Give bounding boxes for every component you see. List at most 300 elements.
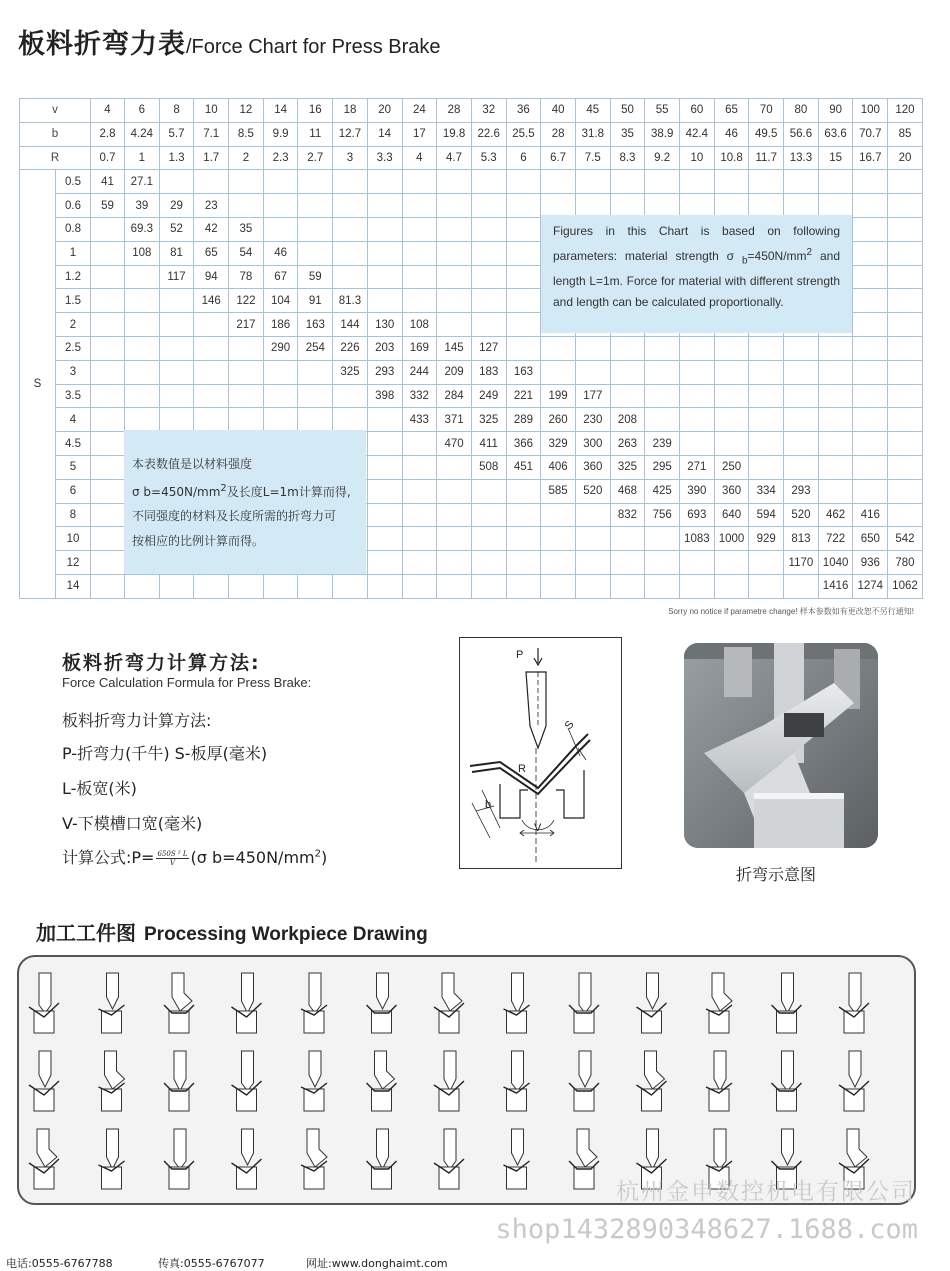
force-cell: 81.3 [333, 289, 368, 313]
force-cell: 398 [367, 384, 402, 408]
force-cell [125, 360, 160, 384]
force-cell: 451 [506, 455, 541, 479]
force-cell: 117 [159, 265, 194, 289]
force-cell [784, 432, 819, 456]
force-cell [888, 432, 923, 456]
force-cell [610, 551, 645, 575]
v-row-cell: 40 [541, 99, 576, 123]
force-cell: 411 [471, 432, 506, 456]
b-row-cell: 35 [610, 122, 645, 146]
v-row-cell: 90 [818, 99, 853, 123]
force-cell [645, 336, 680, 360]
v-row-cell: 60 [680, 99, 715, 123]
force-cell [853, 479, 888, 503]
force-cell [575, 336, 610, 360]
force-cell [367, 455, 402, 479]
force-cell: 65 [194, 241, 229, 265]
force-cell: 203 [367, 336, 402, 360]
force-cell [888, 217, 923, 241]
force-cell: 169 [402, 336, 437, 360]
workpiece-pictogram [164, 1051, 194, 1111]
force-cell [437, 313, 472, 337]
force-cell [610, 574, 645, 598]
force-cell [749, 336, 784, 360]
force-cell [680, 384, 715, 408]
force-cell [125, 289, 160, 313]
punch-outline [526, 672, 546, 748]
force-cell [333, 217, 368, 241]
force-cell [818, 479, 853, 503]
thickness-cell: 0.8 [56, 217, 91, 241]
force-cell [784, 336, 819, 360]
force-cell: 244 [402, 360, 437, 384]
force-cell [645, 408, 680, 432]
force-cell: 334 [749, 479, 784, 503]
force-cell [610, 360, 645, 384]
force-cell [471, 313, 506, 337]
page-title-en: /Force Chart for Press Brake [186, 36, 441, 58]
force-cell [159, 170, 194, 194]
workpiece-pictogram [301, 973, 327, 1033]
force-cell [784, 170, 819, 194]
force-cell: 468 [610, 479, 645, 503]
force-cell: 59 [91, 194, 125, 218]
v-row-cell: 16 [298, 99, 333, 123]
force-cell [437, 574, 472, 598]
force-cell [680, 551, 715, 575]
r-row-cell: 4.7 [437, 146, 472, 170]
force-cell [402, 503, 437, 527]
force-cell [159, 289, 194, 313]
force-cell [610, 194, 645, 218]
r-row-cell: 20 [888, 146, 923, 170]
force-cell: 1040 [818, 551, 853, 575]
force-cell [610, 170, 645, 194]
force-cell: 177 [575, 384, 610, 408]
b-row-cell: 28 [541, 122, 576, 146]
force-cell [91, 455, 125, 479]
force-cell [229, 408, 264, 432]
force-cell [125, 265, 160, 289]
force-cell [298, 217, 333, 241]
workpiece-pictogram [434, 973, 464, 1033]
force-cell: 756 [645, 503, 680, 527]
workpiece-pictogram [367, 1129, 397, 1189]
force-cell [333, 170, 368, 194]
force-cell: 936 [853, 551, 888, 575]
force-cell: 144 [333, 313, 368, 337]
v-row-label: v [20, 99, 91, 123]
force-cell [575, 170, 610, 194]
force-cell [506, 265, 541, 289]
v-row-cell: 6 [125, 99, 160, 123]
workpiece-pictogram [434, 1129, 464, 1189]
force-cell: 163 [506, 360, 541, 384]
b-row-cell: 49.5 [749, 122, 784, 146]
b-row-cell: 31.8 [575, 122, 610, 146]
force-cell [471, 170, 506, 194]
force-cell [367, 479, 402, 503]
force-cell: 39 [125, 194, 160, 218]
force-cell: 293 [367, 360, 402, 384]
force-cell [680, 574, 715, 598]
die-left [500, 784, 528, 818]
b-row-cell: 46 [714, 122, 749, 146]
force-cell [853, 360, 888, 384]
force-cell [888, 313, 923, 337]
workpiece-pictogram [434, 1051, 464, 1111]
processing-drawing-panel [17, 955, 916, 1205]
b-row-cell: 2.8 [91, 122, 125, 146]
force-cell [853, 336, 888, 360]
force-cell [853, 432, 888, 456]
force-cell: 290 [263, 336, 298, 360]
force-cell: 69.3 [125, 217, 160, 241]
force-cell [888, 384, 923, 408]
force-cell [298, 241, 333, 265]
force-cell [91, 479, 125, 503]
workpiece-pictogram [706, 973, 732, 1033]
force-cell: 239 [645, 432, 680, 456]
workpiece-pictogram [164, 1129, 194, 1189]
force-cell [506, 527, 541, 551]
force-cell [437, 289, 472, 313]
force-cell: 199 [541, 384, 576, 408]
v-row-cell: 120 [888, 99, 923, 123]
thickness-cell: 10 [56, 527, 91, 551]
b-row-cell: 56.6 [784, 122, 819, 146]
b-row-cell: 22.6 [471, 122, 506, 146]
force-cell [888, 503, 923, 527]
thickness-cell: 0.5 [56, 170, 91, 194]
force-cell [91, 289, 125, 313]
force-cell [645, 527, 680, 551]
force-cell [333, 265, 368, 289]
force-cell: 1083 [680, 527, 715, 551]
force-cell: 108 [402, 313, 437, 337]
force-cell: 271 [680, 455, 715, 479]
force-cell: 520 [575, 479, 610, 503]
force-cell: 46 [263, 241, 298, 265]
force-cell [888, 265, 923, 289]
table-row [20, 170, 923, 194]
workpiece-pictogram [637, 1051, 667, 1111]
workpiece-pictogram [232, 973, 262, 1033]
force-cell [263, 194, 298, 218]
force-cell [194, 360, 229, 384]
force-cell [125, 574, 160, 598]
force-cell [263, 384, 298, 408]
force-cell: 1062 [888, 574, 923, 598]
force-cell [125, 408, 160, 432]
workpiece-pictogram [504, 1051, 530, 1111]
v-row-cell: 14 [263, 99, 298, 123]
force-cell [91, 408, 125, 432]
force-cell: 360 [575, 455, 610, 479]
thickness-cell: 0.6 [56, 194, 91, 218]
watermark-company: 杭州金申数控机电有限公司 [616, 1179, 916, 1205]
thickness-cell: 1 [56, 241, 91, 265]
v-row-cell: 28 [437, 99, 472, 123]
workpiece-pictogram [99, 1051, 125, 1111]
processing-drawings-svg [19, 957, 914, 1203]
force-cell: 585 [541, 479, 576, 503]
r-row-cell: 11.7 [749, 146, 784, 170]
force-cell [229, 336, 264, 360]
force-cell [471, 265, 506, 289]
force-cell: 226 [333, 336, 368, 360]
v-row-cell: 100 [853, 99, 888, 123]
force-cell [91, 574, 125, 598]
workpiece-pictogram [164, 973, 194, 1033]
force-cell [402, 241, 437, 265]
force-cell [853, 408, 888, 432]
force-cell: 260 [541, 408, 576, 432]
force-cell: 293 [784, 479, 819, 503]
force-cell [541, 360, 576, 384]
force-cell [749, 360, 784, 384]
force-cell [853, 265, 888, 289]
thickness-cell: 14 [56, 574, 91, 598]
b-row-cell: 11 [298, 122, 333, 146]
force-cell: 325 [610, 455, 645, 479]
force-cell [541, 503, 576, 527]
force-cell [263, 170, 298, 194]
force-cell: 41 [91, 170, 125, 194]
force-cell [91, 336, 125, 360]
calc-title: 板料折弯力计算方法: [62, 652, 261, 674]
force-cell: 78 [229, 265, 264, 289]
workpiece-pictogram [706, 1051, 732, 1111]
force-cell [784, 384, 819, 408]
workpiece-pictogram [839, 973, 869, 1033]
force-cell [645, 574, 680, 598]
b-row-cell: 8.5 [229, 122, 264, 146]
force-cell: 146 [194, 289, 229, 313]
workpiece-pictogram [569, 1129, 599, 1189]
workpiece-pictogram [29, 1129, 59, 1189]
bending-diagram-svg [460, 638, 621, 868]
b-row-cell: 19.8 [437, 122, 472, 146]
force-cell [437, 217, 472, 241]
force-cell [645, 551, 680, 575]
force-cell [714, 574, 749, 598]
force-cell [159, 313, 194, 337]
table-row [20, 360, 923, 384]
force-cell: 1274 [853, 574, 888, 598]
force-cell [541, 527, 576, 551]
force-cell [610, 384, 645, 408]
force-cell [402, 479, 437, 503]
force-cell [91, 217, 125, 241]
note-chinese: 本表数值是以材料强度 σ $b=450N/mm^2$及长度L=1m计算而得, 不同强度的材料及长度所需的折弯力可 按相应的比例计算而得。 [124, 430, 366, 574]
thickness-cell: 8 [56, 503, 91, 527]
force-cell [714, 408, 749, 432]
v-row-cell: 50 [610, 99, 645, 123]
workpiece-pictogram [569, 1051, 599, 1111]
force-cell [159, 360, 194, 384]
v-row-cell: 4 [91, 99, 125, 123]
thickness-cell: 2.5 [56, 336, 91, 360]
force-cell [437, 265, 472, 289]
force-cell [159, 574, 194, 598]
force-cell [437, 170, 472, 194]
force-cell: 104 [263, 289, 298, 313]
r-row-cell: 3 [333, 146, 368, 170]
force-cell [888, 194, 923, 218]
force-cell [367, 241, 402, 265]
force-cell [91, 360, 125, 384]
v-row-cell: 20 [367, 99, 402, 123]
force-cell [853, 313, 888, 337]
force-cell [159, 336, 194, 360]
force-cell [402, 194, 437, 218]
workpiece-pictogram [504, 1129, 530, 1189]
force-cell [263, 217, 298, 241]
force-cell: 250 [714, 455, 749, 479]
force-cell [749, 574, 784, 598]
force-cell [818, 384, 853, 408]
force-cell [298, 360, 333, 384]
calc-formula: 计算公式:P= $\frac{\text{650S ² L}}{V} (\sigma$ $b=450N/mm^2$) [62, 848, 328, 867]
force-cell [749, 408, 784, 432]
force-cell [575, 360, 610, 384]
force-cell [367, 408, 402, 432]
workpiece-pictogram [29, 973, 59, 1033]
force-cell [784, 360, 819, 384]
r-row-cell: 1.7 [194, 146, 229, 170]
force-cell [506, 194, 541, 218]
force-cell [680, 432, 715, 456]
force-cell: 360 [714, 479, 749, 503]
b-row-cell: 42.4 [680, 122, 715, 146]
s-column-label: S [20, 170, 56, 598]
label-v: V [534, 822, 542, 834]
force-cell: 54 [229, 241, 264, 265]
force-cell [229, 574, 264, 598]
v-row-cell: 8 [159, 99, 194, 123]
force-cell: 1170 [784, 551, 819, 575]
force-cell [471, 241, 506, 265]
calc-line-1: 板料折弯力计算方法: [62, 711, 212, 730]
table-row [20, 384, 923, 408]
force-cell [367, 265, 402, 289]
force-cell: 208 [610, 408, 645, 432]
force-cell [541, 574, 576, 598]
force-cell: 433 [402, 408, 437, 432]
force-cell [888, 241, 923, 265]
force-cell [402, 217, 437, 241]
r-row [20, 146, 923, 170]
b-row-cell: 7.1 [194, 122, 229, 146]
force-cell: 27.1 [125, 170, 160, 194]
force-cell [575, 503, 610, 527]
thickness-cell: 12 [56, 551, 91, 575]
force-cell [91, 503, 125, 527]
force-cell: 127 [471, 336, 506, 360]
r-row-cell: 13.3 [784, 146, 819, 170]
force-cell [298, 384, 333, 408]
v-row-cell: 32 [471, 99, 506, 123]
force-cell [333, 194, 368, 218]
workpiece-pictogram [637, 973, 667, 1033]
table-row [20, 194, 923, 218]
r-row-cell: 8.3 [610, 146, 645, 170]
r-row-cell: 1.3 [159, 146, 194, 170]
footer-tel: 电话:0555-6767788 [6, 1257, 113, 1270]
note-english: Figures in this Chart is based on following parameters: material strength σ $_b=450N/mm^2$ and length L=1m. Force for material with different strength and length can be calculated proportionally. [541, 215, 852, 333]
force-cell: 42 [194, 217, 229, 241]
r-row-cell: 10.8 [714, 146, 749, 170]
workpiece-pictogram [839, 1051, 869, 1111]
force-cell [298, 194, 333, 218]
force-cell [888, 408, 923, 432]
force-cell [645, 360, 680, 384]
force-cell: 813 [784, 527, 819, 551]
parameter-notice: Sorry no notice if parametre change! 样本参数如有更改恕不另行通知! [668, 607, 914, 616]
r-row-cell: 1 [125, 146, 160, 170]
force-cell [471, 551, 506, 575]
force-cell [714, 170, 749, 194]
force-cell [714, 194, 749, 218]
workpiece-pictogram [232, 1129, 262, 1189]
force-cell: 249 [471, 384, 506, 408]
force-cell [263, 360, 298, 384]
force-cell [91, 313, 125, 337]
force-cell [367, 432, 402, 456]
force-cell: 295 [645, 455, 680, 479]
force-cell [367, 194, 402, 218]
workpiece-pictogram [301, 1051, 327, 1111]
b-row-cell: 4.24 [125, 122, 160, 146]
force-cell [194, 408, 229, 432]
bending-photo-illustration [684, 643, 878, 848]
force-cell [784, 574, 819, 598]
r-row-cell: 15 [818, 146, 853, 170]
workpiece-pictogram [232, 1051, 262, 1111]
force-cell [159, 408, 194, 432]
force-cell [680, 194, 715, 218]
force-cell [263, 408, 298, 432]
force-cell [506, 503, 541, 527]
force-cell [749, 551, 784, 575]
force-cell [541, 194, 576, 218]
force-cell [91, 265, 125, 289]
force-cell [853, 170, 888, 194]
force-cell [610, 336, 645, 360]
force-cell [471, 527, 506, 551]
force-cell: 209 [437, 360, 472, 384]
footer-fax: 传真:0555-6767077 [158, 1257, 265, 1270]
calc-line-3: L-板宽(米) [62, 779, 137, 798]
force-cell [506, 313, 541, 337]
force-cell [298, 408, 333, 432]
force-cell [125, 384, 160, 408]
force-cell [818, 432, 853, 456]
force-cell [818, 408, 853, 432]
force-cell [437, 455, 472, 479]
force-cell [888, 170, 923, 194]
force-cell: 470 [437, 432, 472, 456]
thickness-cell: 3.5 [56, 384, 91, 408]
thickness-cell: 1.5 [56, 289, 91, 313]
force-cell [437, 503, 472, 527]
force-cell: 52 [159, 217, 194, 241]
force-cell: 329 [541, 432, 576, 456]
thickness-cell: 4.5 [56, 432, 91, 456]
force-cell [575, 527, 610, 551]
b-row-cell: 25.5 [506, 122, 541, 146]
